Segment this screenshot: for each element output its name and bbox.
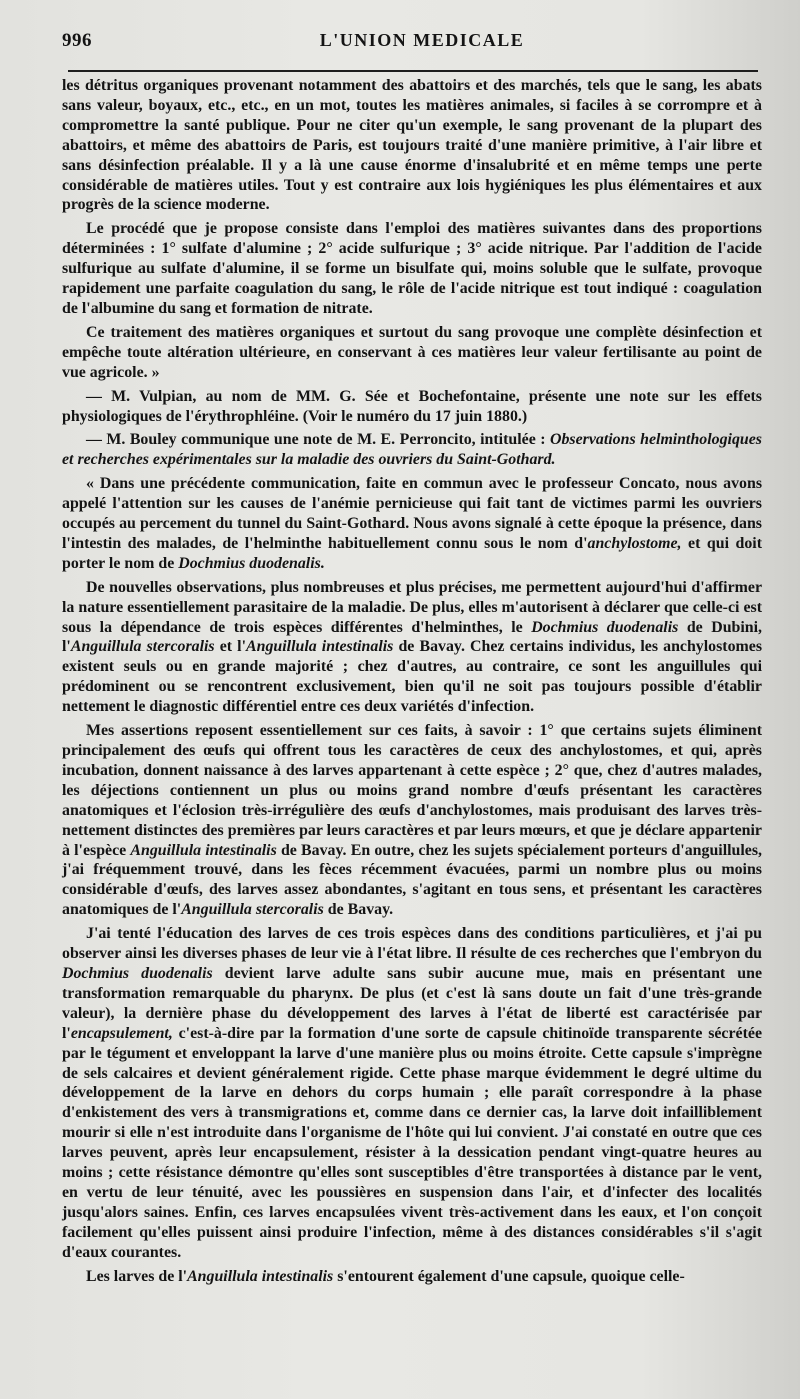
paragraph	[62, 721, 762, 920]
italic-text: Anguillula stercoralis	[181, 901, 324, 919]
text-segment: de Bavay. Chez certains individus, les anchylostomes existent seuls ou en grande majorité ; chez d'autres, au contraire, ce sont les anguillules qui prédominent ou se rencontrent exclusivement, bien qu'il ne soit pas toujours possible d'établir nettement le diagnostic différentiel entre ces deux variétés d'infection.	[62, 638, 762, 716]
text-segment: J'ai tenté l'éducation des larves de ces trois espèces dans des conditions particulières, et j'ai pu observer ainsi les diverses phases de leur vie à l'état libre. Il résulte de ces recherches que l'embryon du	[62, 925, 762, 963]
text-segment: devient larve adulte sans subir aucune mue, mais en présentant une transformation remarquable du pharynx. De plus (et c'est là sans doute un fait d'une très-grande valeur), la dernière phase du développement des larves à l'état de liberté est caractérisée par l'	[62, 964, 762, 1042]
paragraph	[62, 430, 762, 470]
text-segment: de Bavay. En outre, chez les sujets spécialement porteurs d'anguillules, j'ai fréquemment trouvé, dans les fèces récemment évacuées, parmi un nombre plus ou moins considérable d'œufs, des larves assez abondantes, s'agitant en tous sens, et présentant les caractères anatomiques de l'	[62, 841, 762, 919]
running-title: L'UNION MEDICALE	[319, 30, 525, 50]
italic-text: Dochmius duodenalis.	[178, 554, 325, 572]
text-segment: — M. Bouley communique une note de M. E. Perroncito, intitulée :	[86, 431, 551, 449]
paragraph	[62, 474, 762, 574]
paragraph	[62, 1267, 762, 1287]
text-segment: c'est-à-dire par la formation d'une sorte de capsule chitinoïde transparente sécrétée par le tégument et enveloppant la larve d'une manière plus ou moins étroite. Cette capsule s'imprègne de sels calcaires et devient généralement rigide. Cette phase marque évidemment le degré ultime du développement de la larve en dehors du corps humain ; elle paraît correspondre à la phase d'enkistement des vers à transmigrations et, comme dans ce dernier cas, la larve doit infailliblement mourir si elle n'est introduite dans l'organisme de l'hôte qui lui convient. J'ai constaté en outre que ces larves peuvent, après leur encapsulement, résister à la dessication pendant vingt-quatre heures au moins ; cette résistance démontre qu'elles sont susceptibles d'être transportées à distance par le vent, en vertu de leur ténuité, avec les poussières en suspension dans l'air, et d'infecter des localités jusqu'alors saines. Enfin, ces larves encapsulées vivent très-activement dans les eaux, et l'on conçoit facilement qu'elles puissent ainsi produire l'infection, même à des distances considérables s'il s'agit d'eaux courantes.	[62, 1024, 762, 1261]
text-segment: s'entourent également d'une capsule, quoique celle-	[333, 1267, 685, 1285]
page-number: 996	[62, 30, 92, 51]
paragraph	[62, 387, 762, 427]
text-segment: Mes assertions reposent essentiellement sur ces faits, à savoir : 1° que certains sujets éliminent principalement des œufs qui offrent tous les caractères de ceux des anchylostomes, et qui, après incubation, donnent naissance à des larves appartenant à cette espèce ; 2° que, chez d'autres malades, les déjections contiennent un plus ou moins grand nombre d'œufs présentant les caractères anatomiques et l'éclosion très-irrégulière des œufs d'anchylostomes, mais produisant des larves très-nettement distinctes des premières par leurs caractères et par leurs mœurs, et que je déclare appartenir à l'espèce	[62, 722, 762, 859]
page-header	[62, 30, 782, 60]
paragraph	[62, 578, 762, 717]
paragraph	[62, 219, 762, 319]
header-rule	[68, 70, 758, 72]
text-segment: de Bavay.	[323, 901, 394, 919]
italic-text: Anguillula intestinalis	[187, 1267, 334, 1285]
italic-text: Dochmius duodenalis	[62, 964, 213, 982]
italic-text: Observations helminthologiques et recherches expérimentales sur la maladie des ouvriers du Saint-Gothard.	[62, 431, 762, 469]
text-segment: et qui doit porter le nom de	[62, 534, 762, 572]
text-segment: De nouvelles observations, plus nombreuses et plus précises, me permettent aujourd'hui d'affirmer la nature essentiellement parasitaire de la maladie. De plus, elles m'autorisent à déclarer que celle-ci est sous la dépendance de trois espèces différentes d'helminthes, le	[62, 578, 762, 636]
italic-text: Dochmius duodenalis	[531, 618, 679, 636]
text-segment: « Dans une précédente communication, faite en commun avec le professeur Concato, nous avons appelé l'attention sur les causes de l'anémie pernicieuse qui fait tant de victimes parmi les ouvriers occupés au percement du tunnel du Saint-Gothard. Nous avons signalé à cette époque la présence, dans l'intestin des malades, de l'helminthe habituellement connu sous le nom d'	[62, 475, 762, 552]
body-text	[62, 76, 762, 1286]
text-segment: — M. Vulpian, au nom de MM. G. Sée et Bochefontaine, présente une note sur les effets physiologiques de l'érythrophléine. (Voir le numéro du 17 juin 1880.)	[62, 387, 762, 425]
paragraph	[62, 76, 762, 215]
italic-text: encapsulement,	[70, 1024, 173, 1042]
italic-text: Anguillula stercoralis	[70, 638, 215, 656]
text-segment: les détritus organiques provenant notamment des abattoirs et des marchés, tels que le sang, les abats sans valeur, boyaux, etc., etc., en un mot, toutes les matières animales, si faciles à se corrompre et à compromettre la santé publique. Pour ne citer qu'un exemple, le sang provenant de la plupart des abattoirs, et même des abattoirs de Paris, est toujours traité d'une manière primitive, à l'air libre et sans désinfection préalable. Il y a là une cause énorme d'insalubrité et en même temps une perte considérable de matières utiles. Tout y est contraire aux lois hygiéniques les plus élémentaires et aux progrès de la science moderne.	[62, 77, 762, 214]
text-segment: Ce traitement des matières organiques et surtout du sang provoque une complète désinfection et empêche toute altération ultérieure, en conservant à ces matières leur valeur fertilisante au point de vue agricole. »	[62, 323, 762, 381]
text-segment: Les larves de l'	[86, 1267, 188, 1285]
italic-text: anchylostome,	[587, 534, 682, 552]
italic-text: Anguillula intestinalis	[130, 841, 277, 859]
text-segment: de Dubini, l'	[62, 618, 763, 656]
paragraph	[62, 924, 762, 1262]
text-segment: et l'	[214, 638, 247, 656]
paragraph	[62, 323, 762, 383]
italic-text: Anguillula intestinalis	[246, 638, 394, 656]
text-segment: Le procédé que je propose consiste dans l'emploi des matières suivantes dans des proportions déterminées : 1° sulfate d'alumine ; 2° acide sulfurique ; 3° acide nitrique. Par l'addition de l'acide sulfurique au sulfate d'alumine, il se forme un bisulfate qui, moins soluble que le sulfate, provoque rapidement une parfaite coagulation du sang, le rôle de l'acide nitrique est tout indiqué : coagulation de l'albumine du sang et formation de nitrate.	[62, 220, 762, 317]
